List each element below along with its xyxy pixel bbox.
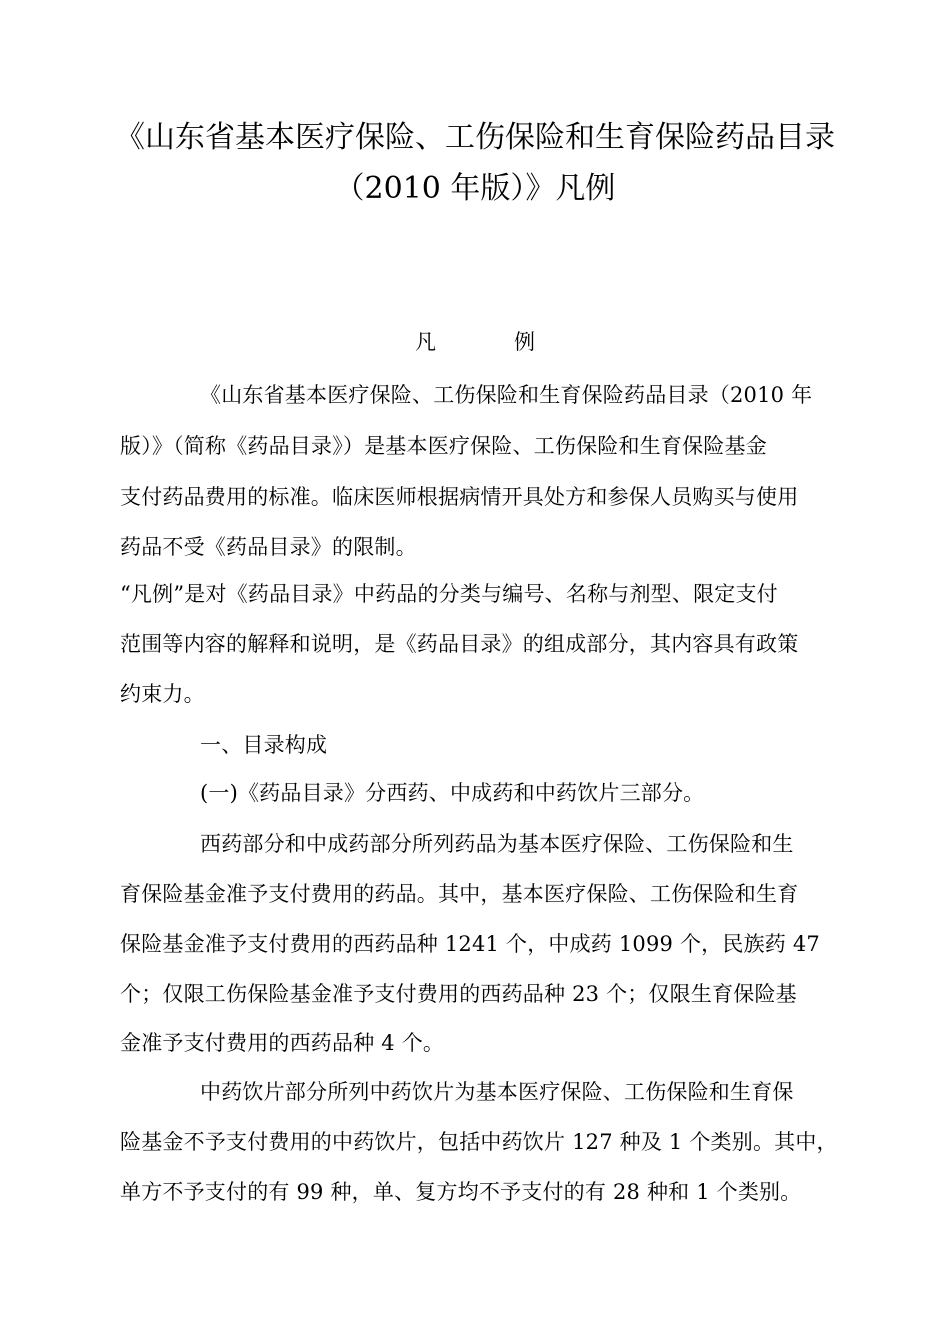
paragraph-4-line-3: 单方不予支付的有 99 种，单、复方均不予支付的有 28 种和 1 个类别。 — [120, 1180, 802, 1204]
paragraph-3-line-4: 个；仅限工伤保险基金准予支付费用的西药品种 23 个；仅限生育保险基 — [120, 982, 797, 1006]
paragraph-2-line-1: “凡例”是对《药品目录》中药品的分类与编号、名称与剂型、限定支付 — [120, 582, 778, 606]
paragraph-2-line-3: 约束力。 — [120, 682, 205, 706]
paragraph-1-line-1: 《山东省基本医疗保险、工伤保险和生育保险药品目录（2010 年 — [200, 383, 813, 407]
paragraph-4-line-2: 险基金不予支付费用的中药饮片，包括中药饮片 127 种及 1 个类别。其中， — [120, 1130, 838, 1154]
section-1-heading: 一、目录构成 — [200, 733, 328, 757]
paragraph-4-line-1: 中药饮片部分所列中药饮片为基本医疗保险、工伤保险和生育保 — [200, 1080, 794, 1104]
fanli-heading-right: 例 — [514, 330, 535, 354]
paragraph-3-line-2: 育保险基金准予支付费用的药品。其中，基本医疗保险、工伤保险和生育 — [120, 882, 799, 906]
paragraph-3-line-5: 金准予支付费用的西药品种 4 个。 — [120, 1031, 445, 1055]
document-title-line-2: （2010 年版）》凡例 — [334, 171, 616, 206]
paragraph-2-line-2: 范围等内容的解释和说明，是《药品目录》的组成部分，其内容具有政策 — [120, 632, 799, 656]
paragraph-1-line-3: 支付药品费用的标准。临床医师根据病情开具处方和参保人员购买与使用 — [120, 485, 799, 509]
fanli-heading — [0, 326, 950, 356]
paragraph-1-line-2: 版）》（简称《药品目录》）是基本医疗保险、工伤保险和生育保险基金 — [120, 434, 767, 458]
document-title-line-1: 《山东省基本医疗保险、工伤保险和生育保险药品目录 — [115, 120, 835, 155]
subsection-1: (一)《药品目录》分西药、中成药和中药饮片三部分。 — [200, 781, 705, 805]
paragraph-1-line-4: 药品不受《药品目录》的限制。 — [120, 535, 417, 559]
fanli-heading-left: 凡 — [415, 330, 436, 354]
paragraph-3-line-1: 西药部分和中成药部分所列药品为基本医疗保险、工伤保险和生 — [200, 832, 794, 856]
paragraph-3-line-3: 保险基金准予支付费用的西药品种 1241 个，中成药 1099 个，民族药 47 — [120, 932, 820, 956]
